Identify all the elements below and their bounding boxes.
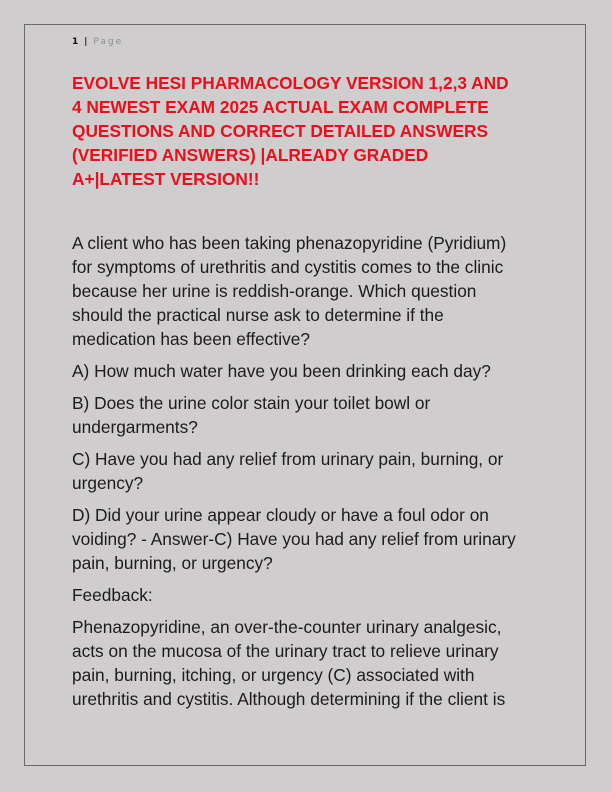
feedback-label bbox=[72, 583, 552, 607]
text-line: for symptoms of urethritis and cystitis comes to the clinic bbox=[72, 257, 504, 277]
document-body bbox=[72, 231, 552, 719]
option-b bbox=[72, 391, 552, 439]
text-line: medication has been effective? bbox=[72, 329, 310, 349]
title-line: EVOLVE HESI PHARMACOLOGY VERSION 1,2,3 AND bbox=[72, 73, 509, 93]
text-line: acts on the mucosa of the urinary tract to relieve urinary bbox=[72, 641, 499, 661]
text-line: A client who has been taking phenazopyridine (Pyridium) bbox=[72, 233, 507, 253]
text-line: pain, burning, itching, or urgency (C) associated with bbox=[72, 665, 475, 685]
page-number: 1 bbox=[72, 37, 79, 47]
title-line: QUESTIONS AND CORRECT DETAILED ANSWERS bbox=[72, 121, 489, 141]
text-line: voiding? - Answer-C) Have you had any relief from urinary bbox=[72, 529, 516, 549]
page-separator: | bbox=[84, 37, 88, 47]
title-line: (VERIFIED ANSWERS) |ALREADY GRADED bbox=[72, 145, 429, 165]
option-a bbox=[72, 359, 552, 383]
text-line: should the practical nurse ask to determine if the bbox=[72, 305, 444, 325]
text-line: C) Have you had any relief from urinary pain, burning, or bbox=[72, 449, 504, 469]
text-line: urethritis and cystitis. Although determining if the client is bbox=[72, 689, 506, 709]
document-title bbox=[72, 71, 552, 191]
text-line: A) How much water have you been drinking each day? bbox=[72, 361, 491, 381]
text-line: B) Does the urine color stain your toilet bowl or bbox=[72, 393, 431, 413]
feedback-text bbox=[72, 615, 552, 711]
text-line: urgency? bbox=[72, 473, 144, 493]
text-line: pain, burning, or urgency? bbox=[72, 553, 273, 573]
page-label: Page bbox=[93, 37, 124, 47]
page-header bbox=[72, 36, 123, 48]
text-line: undergarments? bbox=[72, 417, 198, 437]
option-d-with-answer bbox=[72, 503, 552, 575]
text-line: because her urine is reddish-orange. Which question bbox=[72, 281, 477, 301]
option-c bbox=[72, 447, 552, 495]
text-line: Phenazopyridine, an over-the-counter urinary analgesic, bbox=[72, 617, 502, 637]
text-line: D) Did your urine appear cloudy or have a foul odor on bbox=[72, 505, 489, 525]
title-line: A+|LATEST VERSION!! bbox=[72, 169, 260, 189]
text-line: Feedback: bbox=[72, 585, 153, 605]
question-stem bbox=[72, 231, 552, 351]
title-line: 4 NEWEST EXAM 2025 ACTUAL EXAM COMPLETE bbox=[72, 97, 489, 117]
